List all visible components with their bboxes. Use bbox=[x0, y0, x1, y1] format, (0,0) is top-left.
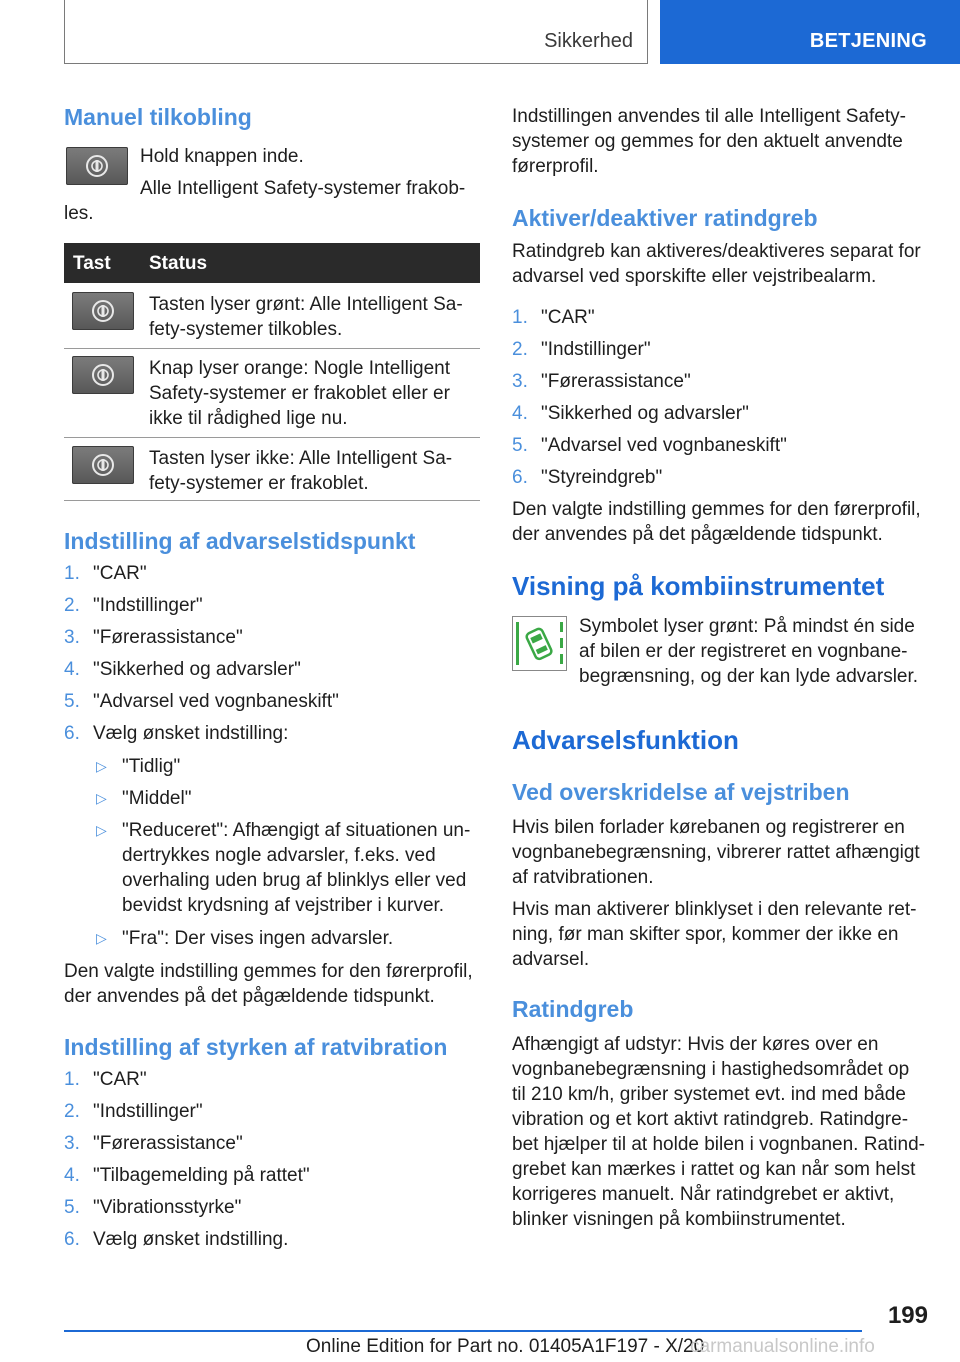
step-number: 3. bbox=[512, 371, 528, 392]
step-number: 1. bbox=[64, 563, 80, 584]
step-text: "Førerassistance" bbox=[541, 371, 691, 392]
step-text: "Advarsel ved vognbaneskift" bbox=[93, 691, 339, 712]
step-text: "Indstillinger" bbox=[93, 1101, 203, 1122]
heading-timing: Indstilling af advarselstidspunkt bbox=[64, 528, 416, 554]
exceed-p1: Hvis bilen forlader kørebanen og registrerer en bbox=[512, 817, 905, 838]
step-text: "Vibrationsstyrke" bbox=[93, 1197, 242, 1218]
step-text: "Indstillinger" bbox=[93, 595, 203, 616]
exceed-p2: ning, før man skifter spor, kommer der ikke en bbox=[512, 924, 899, 945]
step-number: 5. bbox=[64, 691, 80, 712]
steer-p1: Ratindgreb kan aktiveres/deaktiveres separat for bbox=[512, 241, 921, 262]
heading-ratindgreb: Ratindgreb bbox=[512, 996, 634, 1022]
option-text: "Middel" bbox=[122, 788, 192, 809]
step-number: 3. bbox=[64, 1133, 80, 1154]
triangle-bullet-icon: ▷ bbox=[96, 822, 107, 838]
step-number: 1. bbox=[64, 1069, 80, 1090]
step-number: 2. bbox=[64, 595, 80, 616]
safety-button-icon bbox=[72, 446, 134, 484]
footer-rule bbox=[64, 1330, 862, 1332]
table-row2-l2: Safety-systemer er frakoblet eller er bbox=[149, 383, 450, 404]
ratindgreb-line: vibration og et kort aktivt ratindgreb. Ratindgre- bbox=[512, 1109, 909, 1130]
step-number: 2. bbox=[64, 1101, 80, 1122]
step-number: 4. bbox=[64, 659, 80, 680]
safety-button-icon bbox=[72, 292, 134, 330]
heading-vibration: Indstilling af styrken af ratvibration bbox=[64, 1034, 448, 1060]
step-number: 4. bbox=[512, 403, 528, 424]
intro-line: førerprofil. bbox=[512, 156, 599, 177]
steer-p2: advarsel ved sporskifte eller vejstribealarm. bbox=[512, 266, 877, 287]
display-l3: begrænsning, og der kan lyde advarsler. bbox=[579, 666, 919, 687]
heading-steer: Aktiver/deaktiver ratindgreb bbox=[512, 205, 818, 231]
intro-line: systemer og gemmes for den aktuelt anvendte bbox=[512, 131, 903, 152]
ratindgreb-line: bet hjælper til at holde bilen i vognbanen. Ratind- bbox=[512, 1134, 925, 1155]
step-text: "Førerassistance" bbox=[93, 1133, 243, 1154]
watermark: carmanualsonline.info bbox=[690, 1336, 875, 1357]
table-row3-l2: fety-systemer er frakoblet. bbox=[149, 473, 369, 494]
option-text: "Tidlig" bbox=[122, 756, 181, 777]
step-number: 5. bbox=[512, 435, 528, 456]
option-text: dertrykkes nogle advarsler, f.eks. ved bbox=[122, 845, 436, 866]
intro-line: Indstillingen anvendes til alle Intelligent Safety- bbox=[512, 106, 906, 127]
table-col-status: Status bbox=[149, 253, 208, 274]
step-number: 6. bbox=[64, 1229, 80, 1250]
step-text: Vælg ønsket indstilling. bbox=[93, 1229, 289, 1250]
step-number: 1. bbox=[512, 307, 528, 328]
ratindgreb-line: til 210 km/h, griber systemet evt. ind med både bbox=[512, 1084, 906, 1105]
table-header bbox=[64, 243, 480, 283]
chapter-tab[interactable] bbox=[660, 0, 960, 64]
heading-function: Advarselsfunktion bbox=[512, 725, 739, 755]
step-text: "Styreindgreb" bbox=[541, 467, 663, 488]
exceed-p2: advarsel. bbox=[512, 949, 590, 970]
step-text: "CAR" bbox=[93, 1069, 147, 1090]
triangle-bullet-icon: ▷ bbox=[96, 758, 107, 774]
option-text: bevidst krydsning af vejstriber i kurver. bbox=[122, 895, 445, 916]
step-text: Vælg ønsket indstilling: bbox=[93, 723, 289, 744]
step-number: 5. bbox=[64, 1197, 80, 1218]
ratindgreb-line: blinker visningen på kombiinstrumentet. bbox=[512, 1209, 846, 1230]
step-number: 4. bbox=[64, 1165, 80, 1186]
table-col-key: Tast bbox=[73, 253, 111, 274]
step-text: "Sikkerhed og advarsler" bbox=[541, 403, 749, 424]
steer-note1: Den valgte indstilling gemmes for den førerprofil, bbox=[512, 499, 921, 520]
manual-line1: Hold knappen inde. bbox=[140, 146, 304, 167]
step-number: 6. bbox=[512, 467, 528, 488]
ratindgreb-line: grebet kan mærkes i rattet og kan når som helst bbox=[512, 1159, 916, 1180]
section-title: Sikkerhed bbox=[544, 30, 633, 52]
exceed-p1: af ratvibrationen. bbox=[512, 867, 654, 888]
step-text: "Advarsel ved vognbaneskift" bbox=[541, 435, 787, 456]
exceed-p2: Hvis man aktiverer blinklyset i den relevante ret- bbox=[512, 899, 917, 920]
step-number: 3. bbox=[64, 627, 80, 648]
table-divider bbox=[64, 437, 480, 438]
manual-line2a: Alle Intelligent Safety-systemer frakob- bbox=[140, 178, 466, 199]
triangle-bullet-icon: ▷ bbox=[96, 790, 107, 806]
exceed-p1: vognbanebegrænsning, vibrerer rattet afhængigt bbox=[512, 842, 920, 863]
display-l1: Symbolet lyser grønt: På mindst én side bbox=[579, 616, 915, 637]
ratindgreb-line: Afhængigt af udstyr: Hvis der køres over en bbox=[512, 1034, 879, 1055]
step-number: 6. bbox=[64, 723, 80, 744]
steer-note2: der anvendes på det pågældende tidspunkt. bbox=[512, 524, 883, 545]
chapter-tab-label: BETJENING bbox=[809, 30, 927, 52]
timing-note1: Den valgte indstilling gemmes for den førerprofil, bbox=[64, 961, 473, 982]
option-text: overhaling uden brug af blinklys eller ved bbox=[122, 870, 467, 891]
table-row2-l3: ikke til rådighed lige nu. bbox=[149, 408, 348, 429]
edition-text: Online Edition for Part no. 01405A1F197 - X/20 bbox=[306, 1336, 705, 1357]
table-row1-l1: Tasten lyser grønt: Alle Intelligent Sa- bbox=[149, 294, 463, 315]
option-text: "Fra": Der vises ingen advarsler. bbox=[122, 928, 394, 949]
triangle-bullet-icon: ▷ bbox=[96, 930, 107, 946]
heading-manual: Manuel tilkobling bbox=[64, 104, 252, 130]
table-divider bbox=[64, 500, 480, 501]
step-number: 2. bbox=[512, 339, 528, 360]
lane-departure-icon bbox=[512, 616, 567, 671]
heading-exceed: Ved overskridelse af vejstriben bbox=[512, 779, 850, 805]
table-row2-l1: Knap lyser orange: Nogle Intelligent bbox=[149, 358, 451, 379]
display-l2: af bilen er der registreret en vognbane- bbox=[579, 641, 908, 662]
safety-button-icon bbox=[72, 356, 134, 394]
timing-note2: der anvendes på det pågældende tidspunkt. bbox=[64, 986, 435, 1007]
safety-button-icon bbox=[66, 147, 128, 185]
step-text: "Tilbagemelding på rattet" bbox=[93, 1165, 310, 1186]
step-text: "CAR" bbox=[541, 307, 595, 328]
step-text: "Førerassistance" bbox=[93, 627, 243, 648]
step-text: "Sikkerhed og advarsler" bbox=[93, 659, 301, 680]
header-box bbox=[64, 0, 648, 64]
step-text: "CAR" bbox=[93, 563, 147, 584]
table-row1-l2: fety-systemer tilkobles. bbox=[149, 319, 343, 340]
page-number: 199 bbox=[887, 1302, 928, 1329]
ratindgreb-line: vognbanebegrænsning i hastighedsområdet op bbox=[512, 1059, 910, 1080]
heading-display: Visning på kombiinstrumentet bbox=[512, 571, 885, 601]
manual-line2b: les. bbox=[64, 203, 94, 224]
table-row3-l1: Tasten lyser ikke: Alle Intelligent Sa- bbox=[149, 448, 453, 469]
table-divider bbox=[64, 348, 480, 349]
option-text: "Reduceret": Afhængigt af situationen un- bbox=[122, 820, 471, 841]
ratindgreb-line: korrigeres manuelt. Når ratindgrebet er aktivt, bbox=[512, 1184, 895, 1205]
step-text: "Indstillinger" bbox=[541, 339, 651, 360]
